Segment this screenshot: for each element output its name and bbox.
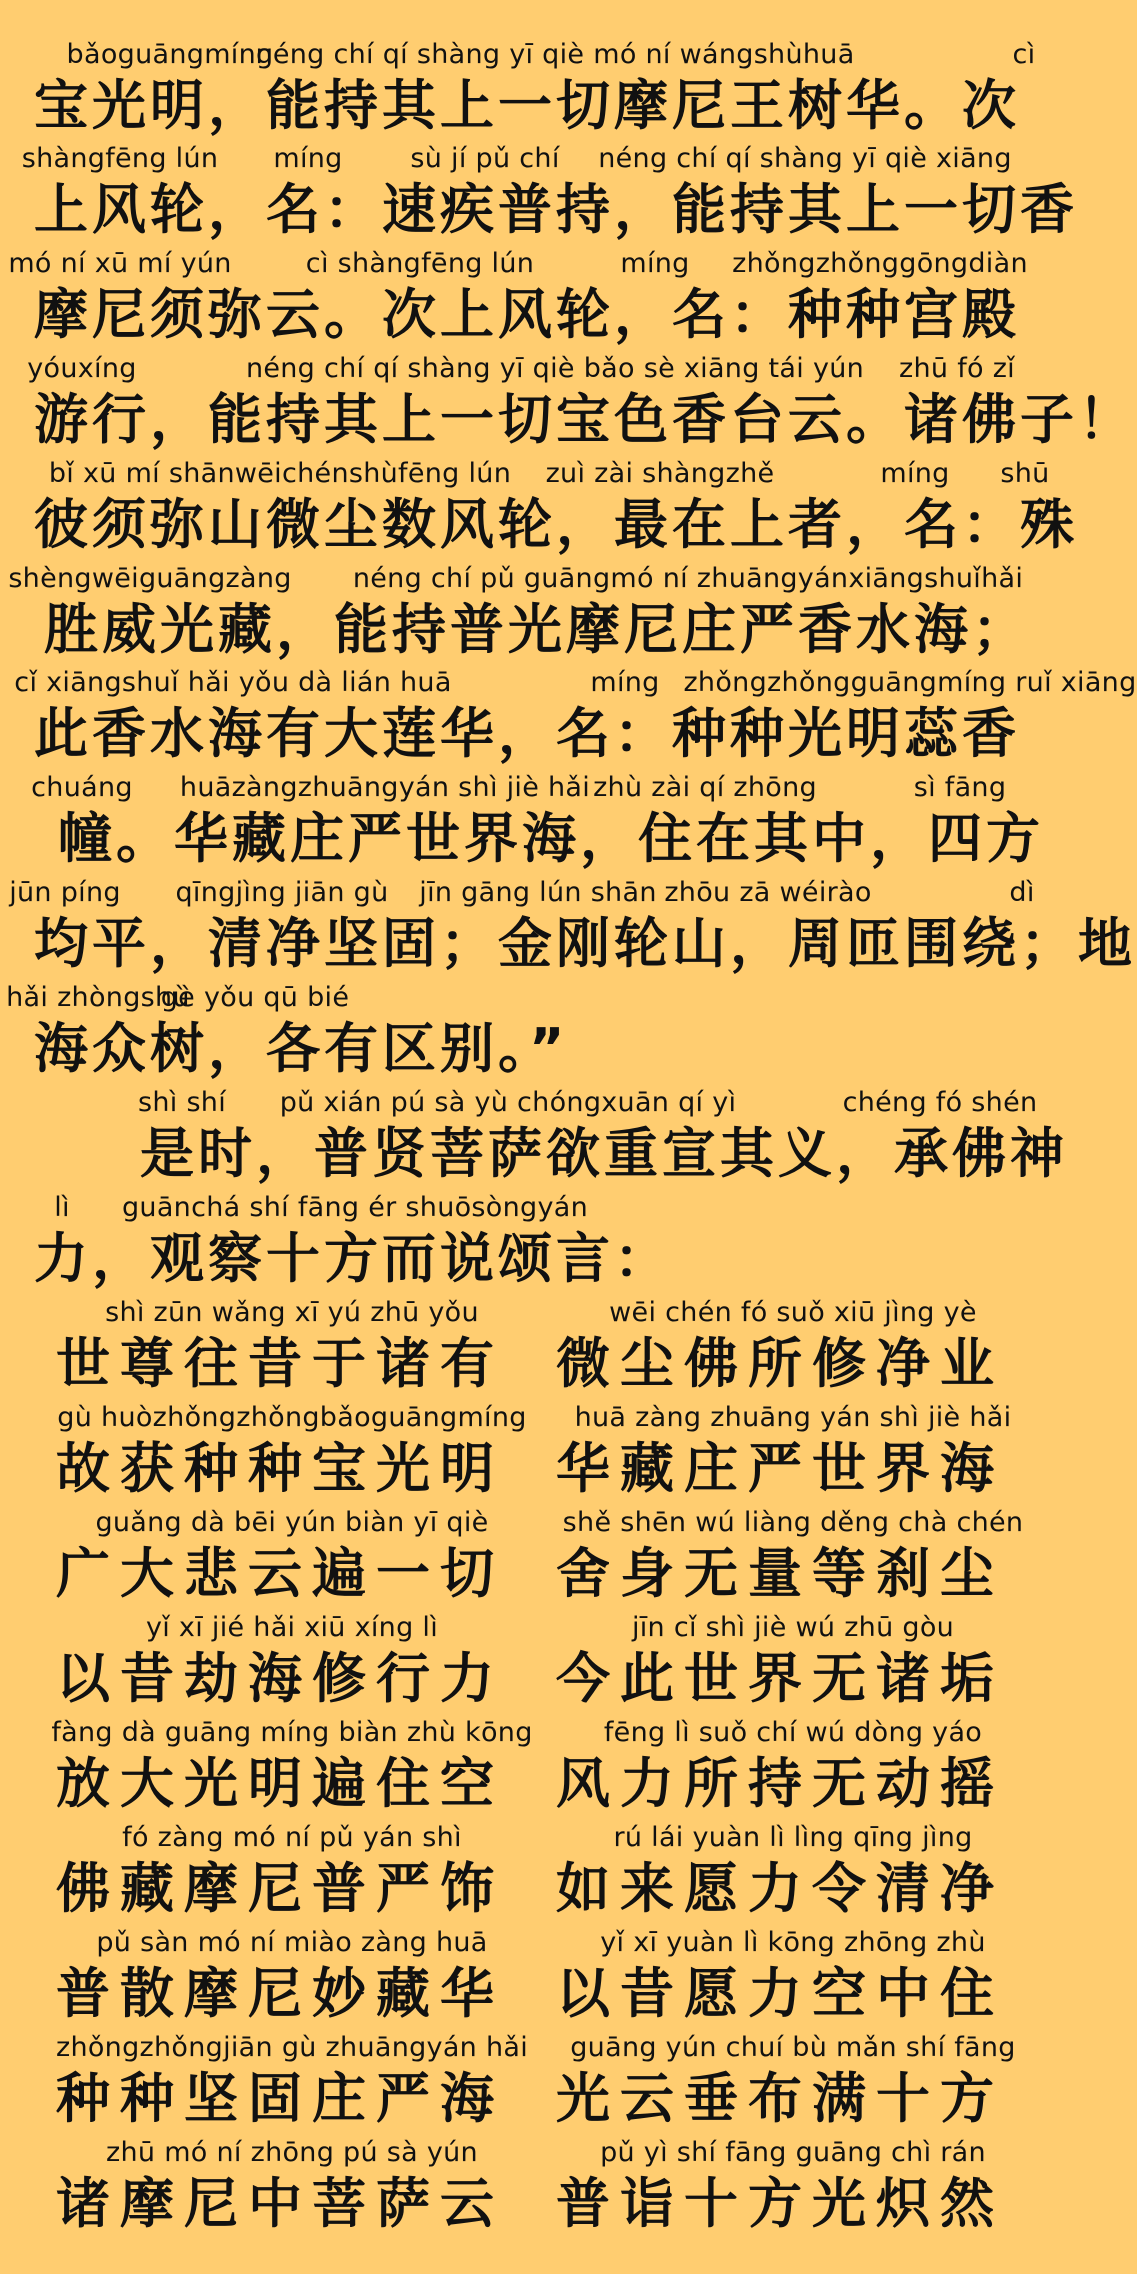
- text-line: [0, 38, 1080, 143]
- pinyin-annotation: hǎi zhòngshù: [6, 982, 190, 1013]
- pinyin-annotation: zhǒngzhǒngjiān gù zhuāngyán hǎi: [55, 2032, 529, 2063]
- verse-right-chinese: 微尘佛所修净业: [556, 1332, 1004, 1395]
- verse-left-chinese: 故获种种宝光明: [56, 1437, 504, 1500]
- pinyin-annotation: shì shí: [137, 1087, 227, 1118]
- text-line: [0, 771, 1080, 876]
- verse-left-chinese: 佛藏摩尼普严饰: [56, 1857, 504, 1920]
- text-line: [0, 666, 1137, 771]
- pinyin-annotation: pǔ yì shí fāng guāng chì rán: [600, 2137, 986, 2168]
- pinyin-annotation: zhū mó ní zhōng pú sà yún: [106, 2137, 478, 2168]
- pinyin-annotation: bǎoguāngmíng: [66, 39, 274, 70]
- verse-line: [0, 1716, 1080, 1821]
- pinyin-annotation: dì: [1009, 877, 1035, 908]
- text-line: [0, 352, 1136, 457]
- pinyin-annotation: shàngfēng lún: [21, 143, 219, 174]
- verse-line: [0, 1926, 1080, 2031]
- chinese-text-line: 海众树，各有区别。”: [34, 1017, 569, 1080]
- verse-right-chinese: 如来愿力令清净: [556, 1857, 1004, 1920]
- pinyin-annotation: jīn gāng lún shān: [419, 877, 657, 908]
- chinese-text-line: 宝光明，能持其上一切摩尼王树华。次: [34, 74, 1020, 137]
- text-line: [0, 1191, 1080, 1296]
- pinyin-annotation: jīn cǐ shì jiè wú zhū gòu: [631, 1612, 955, 1643]
- pinyin-annotation: zhù zài qí zhōng: [593, 772, 817, 803]
- verse-right-chinese: 普诣十方光炽然: [556, 2172, 1004, 2235]
- chinese-text-line: 胜威光藏，能持普光摩尼庄严香水海；: [44, 598, 1030, 661]
- pinyin-annotation: míng: [880, 458, 950, 489]
- verse-line: [0, 1296, 1080, 1401]
- pinyin-annotation: pǔ sàn mó ní miào zàng huā: [96, 1927, 488, 1958]
- text-line: [0, 457, 1080, 562]
- text-line: [0, 876, 1136, 981]
- pinyin-annotation: yóuxíng: [27, 353, 137, 384]
- verse-left-chinese: 诸摩尼中菩萨云: [56, 2172, 504, 2235]
- chinese-text-line: 上风轮，名：速疾普持，能持其上一切香: [34, 178, 1078, 241]
- pinyin-annotation: zhǒngzhǒngguāngmíng ruǐ xiāng: [683, 667, 1137, 698]
- verse-right-chinese: 以昔愿力空中住: [556, 1962, 1004, 2025]
- pinyin-annotation: shū: [1000, 458, 1050, 489]
- chinese-text-line: 摩尼须弥云。次上风轮，名：种种宫殿: [34, 283, 1020, 346]
- pinyin-annotation: shì zūn wǎng xī yú zhū yǒu: [105, 1297, 479, 1328]
- pinyin-annotation: qīngjìng jiān gù: [175, 877, 389, 908]
- pinyin-annotation: yǐ xī jié hǎi xiū xíng lì: [145, 1612, 439, 1643]
- pinyin-annotation: mó ní xū mí yún: [8, 248, 232, 279]
- verse-line: [0, 1401, 1080, 1506]
- verse-right-chinese: 舍身无量等刹尘: [556, 1542, 1004, 1605]
- pinyin-annotation: zuì zài shàngzhě: [545, 458, 775, 489]
- pinyin-annotation: rú lái yuàn lì lìng qīng jìng: [613, 1822, 973, 1853]
- pinyin-annotation: míng: [620, 248, 690, 279]
- pinyin-annotation: pǔ xián pú sà yù chóngxuān qí yì: [279, 1087, 737, 1118]
- pinyin-annotation: guǎng dà bēi yún biàn yī qiè: [95, 1507, 489, 1538]
- verse-left-chinese: 广大悲云遍一切: [56, 1542, 504, 1605]
- pinyin-annotation: jūn píng: [9, 877, 121, 908]
- pinyin-annotation: chéng fó shén: [842, 1087, 1038, 1118]
- pinyin-annotation: míng: [273, 143, 343, 174]
- pinyin-annotation: guāng yún chuí bù mǎn shí fāng: [570, 2032, 1016, 2063]
- verse-line: [0, 1611, 1080, 1716]
- chinese-text-line: 力，观察十方而说颂言：: [34, 1227, 672, 1290]
- pinyin-annotation: sù jí pǔ chí: [410, 143, 560, 174]
- chinese-text-line: 是时，普贤菩萨欲重宣其义，承佛神: [140, 1122, 1068, 1185]
- verse-right-chinese: 今此世界无诸垢: [556, 1647, 1004, 1710]
- pinyin-annotation: fó zàng mó ní pǔ yán shì: [122, 1822, 462, 1853]
- pinyin-annotation: zhǒngzhǒnggōngdiàn: [732, 248, 1028, 279]
- verse-right-chinese: 光云垂布满十方: [556, 2067, 1004, 2130]
- verse-line: [0, 2136, 1080, 2241]
- text-line: [0, 142, 1080, 247]
- pinyin-annotation: fēng lì suǒ chí wú dòng yáo: [603, 1717, 983, 1748]
- pinyin-annotation: huā zàng zhuāng yán shì jiè hǎi: [574, 1402, 1012, 1433]
- text-line: [0, 562, 1080, 667]
- text-line: [0, 247, 1080, 352]
- pinyin-annotation: gù huòzhǒngzhǒngbǎoguāngmíng: [57, 1402, 527, 1433]
- pinyin-annotation: yǐ xī yuàn lì kōng zhōng zhù: [600, 1927, 986, 1958]
- pinyin-annotation: cì: [1012, 39, 1036, 70]
- verse-left-chinese: 放大光明遍住空: [56, 1752, 504, 1815]
- pinyin-annotation: gè yǒu qū bié: [160, 982, 350, 1013]
- verse-line: [0, 1821, 1080, 1926]
- pinyin-annotation: huāzàngzhuāngyán shì jiè hǎi: [179, 772, 591, 803]
- pinyin-annotation: zhū fó zǐ: [899, 353, 1015, 384]
- verse-line: [0, 2031, 1080, 2136]
- pinyin-annotation: cì shàngfēng lún: [305, 248, 535, 279]
- pinyin-annotation: míng: [590, 667, 660, 698]
- pinyin-annotation: guānchá shí fāng ér shuōsòngyán: [121, 1192, 589, 1223]
- pinyin-annotation: lì: [54, 1192, 70, 1223]
- pinyin-annotation: shě shēn wú liàng děng chà chén: [562, 1507, 1024, 1538]
- chinese-text-line: 此香水海有大莲华，名：种种光明蕊香: [34, 702, 1020, 765]
- verse-line: [0, 1506, 1080, 1611]
- pinyin-annotation: zhōu zā wéirào: [664, 877, 872, 908]
- verse-left-chinese: 普散摩尼妙藏华: [56, 1962, 504, 2025]
- pinyin-annotation: bǐ xū mí shānwēichénshùfēng lún: [48, 458, 512, 489]
- text-line: [0, 981, 1080, 1086]
- chinese-text-line: 游行，能持其上一切宝色香台云。诸佛子！: [34, 388, 1136, 451]
- chinese-text-line: 彼须弥山微尘数风轮，最在上者，名：殊: [34, 493, 1078, 556]
- pinyin-annotation: wēi chén fó suǒ xiū jìng yè: [609, 1297, 977, 1328]
- pinyin-annotation: néng chí qí shàng yī qiè mó ní wángshùhuā: [255, 39, 855, 70]
- verse-left-chinese: 以昔劫海修行力: [56, 1647, 504, 1710]
- text-line: [0, 1086, 1080, 1191]
- verse-right-chinese: 风力所持无动摇: [556, 1752, 1004, 1815]
- pinyin-annotation: shèngwēiguāngzàng: [8, 563, 292, 594]
- pinyin-annotation: sì fāng: [913, 772, 1007, 803]
- verse-left-chinese: 世尊往昔于诸有: [56, 1332, 504, 1395]
- pinyin-annotation: fàng dà guāng míng biàn zhù kōng: [51, 1717, 533, 1748]
- pinyin-annotation: néng chí pǔ guāngmó ní zhuāngyánxiāngshuǐhǎi: [352, 563, 1024, 594]
- pinyin-annotation: cǐ xiāngshuǐ hǎi yǒu dà lián huā: [14, 667, 452, 698]
- pinyin-annotation: néng chí qí shàng yī qiè xiāng: [598, 143, 1012, 174]
- verse-left-chinese: 种种坚固庄严海: [56, 2067, 504, 2130]
- chinese-text-line: 幢。华藏庄严世界海，住在其中，四方: [58, 807, 1044, 870]
- pinyin-annotation: néng chí qí shàng yī qiè bǎo sè xiāng tái yún: [245, 353, 865, 384]
- verse-right-chinese: 华藏庄严世界海: [556, 1437, 1004, 1500]
- pinyin-annotation: chuáng: [31, 772, 133, 803]
- chinese-text-line: 均平，清净坚固；金刚轮山，周匝围绕；地: [34, 912, 1136, 975]
